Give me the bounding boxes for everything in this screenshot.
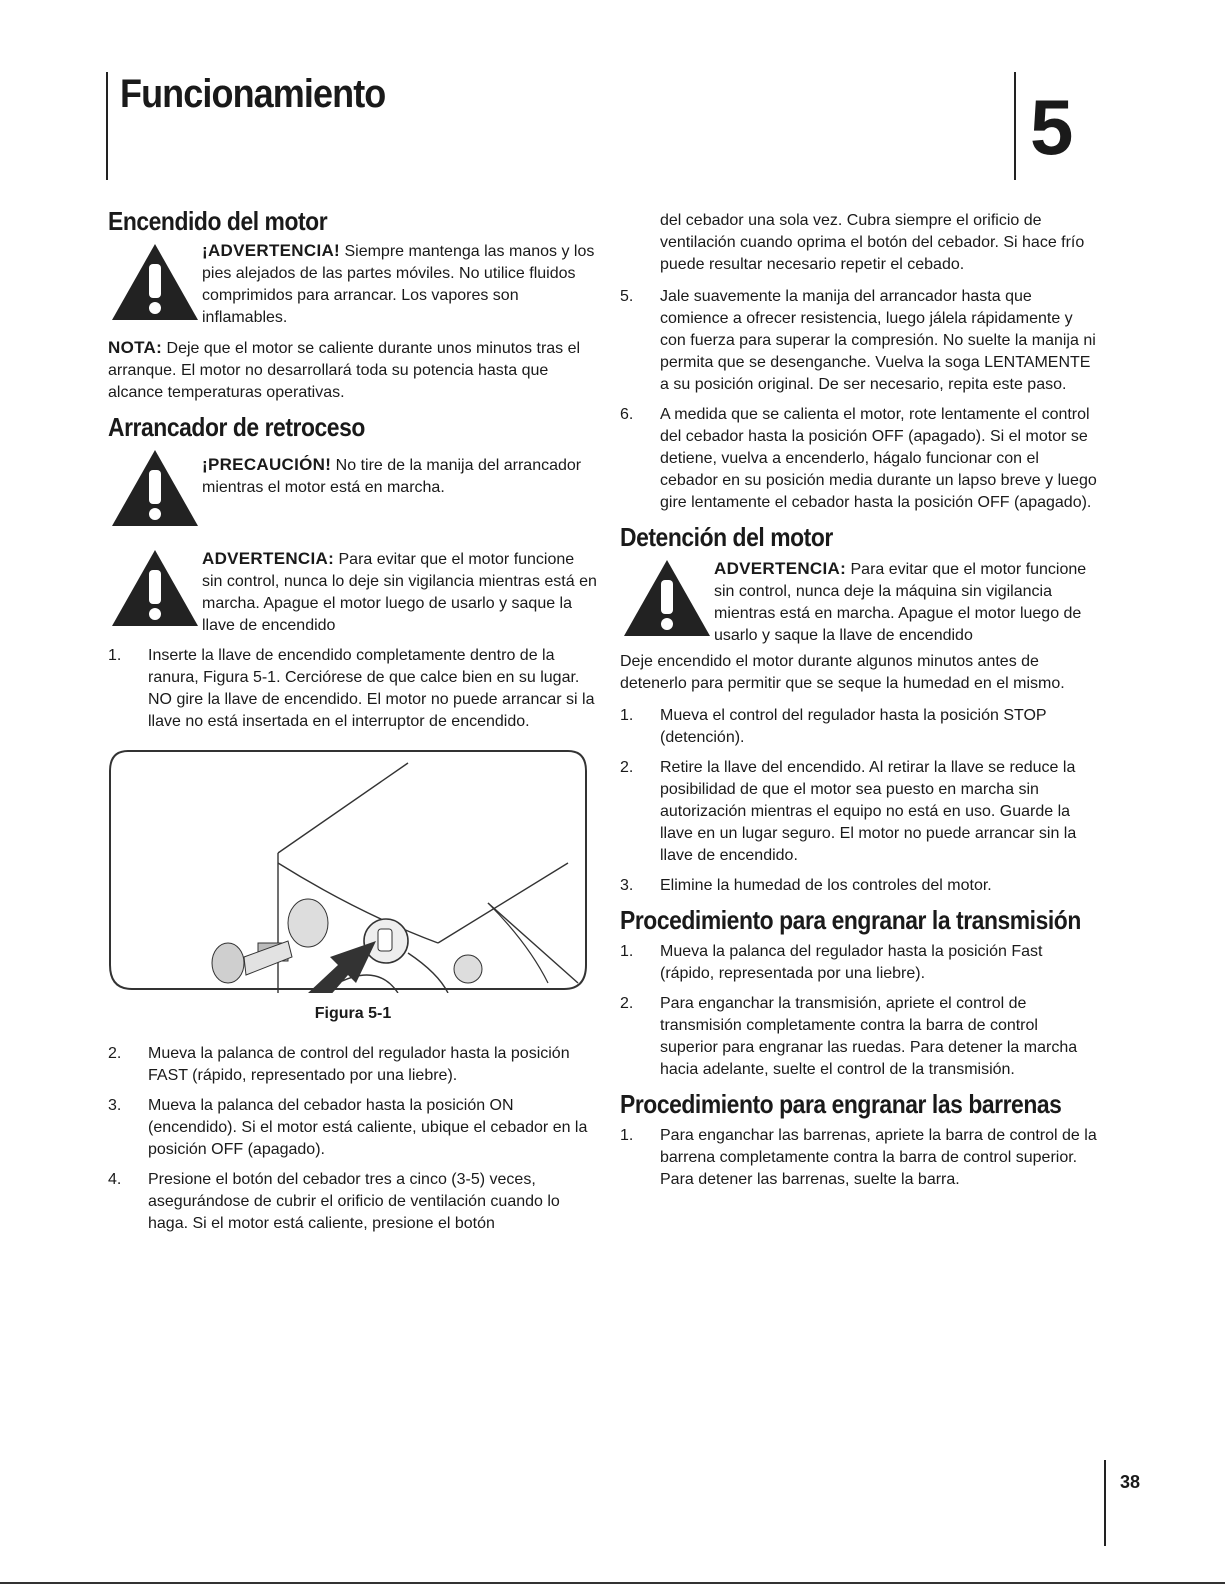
- heading-stop-engine: Detención del motor: [620, 522, 833, 552]
- caution-block: [108, 448, 598, 530]
- heading-engage-augers: Procedimiento para engranar las barrenas: [620, 1089, 1062, 1119]
- right-column: [620, 210, 1098, 1199]
- warning-triangle-icon: [108, 448, 202, 530]
- note-paragraph: [108, 337, 598, 404]
- list-item: [620, 941, 1098, 985]
- list-item: [108, 645, 598, 733]
- title-rule: [106, 72, 108, 180]
- heading-recoil-starter: Arrancador de retroceso: [108, 412, 365, 442]
- list-item: [108, 1095, 598, 1161]
- warning-lead-1: ¡ADVERTENCIA!: [202, 241, 341, 260]
- caution-body: No tire de la manija del arrancador mientras el motor está en marcha.: [202, 457, 582, 496]
- warning-triangle-icon: [108, 548, 202, 630]
- warning-body-3: Para evitar que el motor funcione sin control, nunca deje la máquina sin vigilancia mientras está en marcha. Apague el motor luego de usarlo y saque la llave de encendido: [714, 561, 1087, 644]
- ignition-key-illustration: [108, 743, 588, 993]
- page-number: 38: [1120, 1472, 1141, 1492]
- item-text: A medida que se calienta el motor, rote lentamente el control del cebador hasta la posición OFF (apagado). Si el motor se detiene, vuelva a encenderlo, hágalo funcionar con el cebador en su posición media durante un lapso breve y luego gire lentamente el cebador hasta la posición OFF (apagado).: [660, 406, 1097, 511]
- chapter-title: Funcionamiento: [120, 72, 386, 116]
- item-text: Mueva el control del regulador hasta la posición STOP (detención).: [660, 707, 1047, 746]
- list-item: [620, 1125, 1098, 1191]
- warning-triangle-icon: [108, 242, 202, 324]
- item-text: Para enganchar la transmisión, apriete el control de transmisión completamente contra la barra de control superior para engranar las ruedas. Para detener la marcha hacia adelante, suelte el control de la transmisión.: [660, 995, 1078, 1078]
- item-text: Mueva la palanca de control del regulador hasta la posición FAST (rápido, representado por una liebre).: [148, 1045, 570, 1084]
- item-number: 4.: [108, 1171, 122, 1188]
- item-number: 3.: [620, 877, 634, 894]
- list-item: [620, 705, 1098, 749]
- list-item: [108, 1043, 598, 1087]
- item-number: 3.: [108, 1097, 122, 1114]
- warning-block-1: [108, 242, 598, 329]
- warning-lead-2: ADVERTENCIA:: [202, 549, 335, 568]
- caution-text: [202, 454, 598, 499]
- figure-5-1: [108, 743, 588, 993]
- item-number: 1.: [620, 707, 634, 724]
- item-text: Inserte la llave de encendido completamente dentro de la ranura, Figura 5-1. Cerciórese de que calce bien en su lugar. NO gire la llave de encendido. El motor no puede arrancar si la llave no está insertada en el interruptor de encendido.: [148, 647, 595, 730]
- left-column: [108, 206, 598, 1243]
- item-number: 2.: [620, 759, 634, 776]
- warning-block-3: [620, 558, 1098, 647]
- chapter-rule: [1014, 72, 1016, 180]
- heading-start-engine: Encendido del motor: [108, 206, 328, 236]
- list-item: [620, 993, 1098, 1081]
- item-number: 2.: [620, 995, 634, 1012]
- item-text: Mueva la palanca del regulador hasta la posición Fast (rápido, representada por una liebre).: [660, 943, 1043, 982]
- item-number: 1.: [108, 647, 122, 664]
- item-text: Elimine la humedad de los controles del motor.: [660, 877, 992, 894]
- item-number: 1.: [620, 1127, 634, 1144]
- figure-caption: Figura 5-1: [314, 1005, 392, 1022]
- item-text: Jale suavemente la manija del arrancador hasta que comience a ofrecer resistencia, luego jálela rápidamente y con fuerza para superar la compresión. No suelte la manija ni permita que se desenganche. Vuelva la soga LENTAMENTE a su posición original. De ser necesario, repita este paso.: [660, 288, 1096, 393]
- list-item: [620, 875, 1098, 897]
- warning-triangle-icon: [620, 558, 714, 640]
- page-number-rule: [1104, 1460, 1106, 1546]
- item-number: 1.: [620, 943, 634, 960]
- page-bottom-border: [0, 1582, 1225, 1584]
- note-lead: NOTA:: [108, 338, 163, 357]
- warning-body-1: Siempre mantenga las manos y los pies alejados de las partes móviles. No utilice fluidos comprimidos para arrancar. Los vapores son inflamables.: [202, 243, 595, 326]
- list-item: [108, 1169, 598, 1235]
- continued-paragraph: del cebador una sola vez. Cubra siempre el orificio de ventilación cuando oprima el botón del cebador. Si hace frío puede resultar necesario repetir el cebado.: [660, 212, 1085, 273]
- list-item: [620, 286, 1098, 396]
- item-text: Presione el botón del cebador tres a cinco (3-5) veces, asegurándose de cubrir el orificio de ventilación cuando lo haga. Si el motor está caliente, presione el botón: [148, 1171, 560, 1232]
- warning-block-2: [108, 548, 598, 637]
- warning-body-2: Para evitar que el motor funcione sin control, nunca lo deje sin vigilancia mientras está en marcha. Apague el motor luego de usarlo y saque la llave de encendido: [202, 551, 597, 634]
- item-text: Para enganchar las barrenas, apriete la barra de control de la barrena completamente contra la barra de control superior. Para detener las barrenas, suelte la barra.: [660, 1127, 1097, 1188]
- item-number: 5.: [620, 288, 634, 305]
- item-number: 6.: [620, 406, 634, 423]
- item-text: Retire la llave del encendido. Al retirar la llave se reduce la posibilidad de que el motor sea puesto en marcha sin autorización mientras el equipo no está en uso. Guarde la llave en un lugar seguro. El motor no puede arrancar sin la llave de encendido.: [660, 759, 1077, 864]
- chapter-number: 5: [1030, 83, 1074, 171]
- caution-lead: ¡PRECAUCIÓN!: [202, 455, 332, 474]
- warning-text-2: [202, 548, 598, 637]
- item-number: 2.: [108, 1045, 122, 1062]
- item-text: Mueva la palanca del cebador hasta la posición ON (encendido). Si el motor está caliente, ubique el cebador en la posición OFF (apagado).: [148, 1097, 588, 1158]
- warning-text-1: [202, 240, 598, 329]
- note-body: Deje que el motor se caliente durante unos minutos tras el arranque. El motor no desarrollará toda su potencia hasta que alcance temperaturas operativas.: [108, 340, 581, 401]
- list-item: [620, 404, 1098, 514]
- warning-text-3: [714, 558, 1098, 647]
- stop-intro: Deje encendido el motor durante algunos minutos antes de detenerlo para permitir que se seque la humedad en el mismo.: [620, 653, 1065, 692]
- warning-lead-3: ADVERTENCIA:: [714, 559, 847, 578]
- list-item: [620, 757, 1098, 867]
- heading-engage-drive: Procedimiento para engranar la transmisión: [620, 905, 1081, 935]
